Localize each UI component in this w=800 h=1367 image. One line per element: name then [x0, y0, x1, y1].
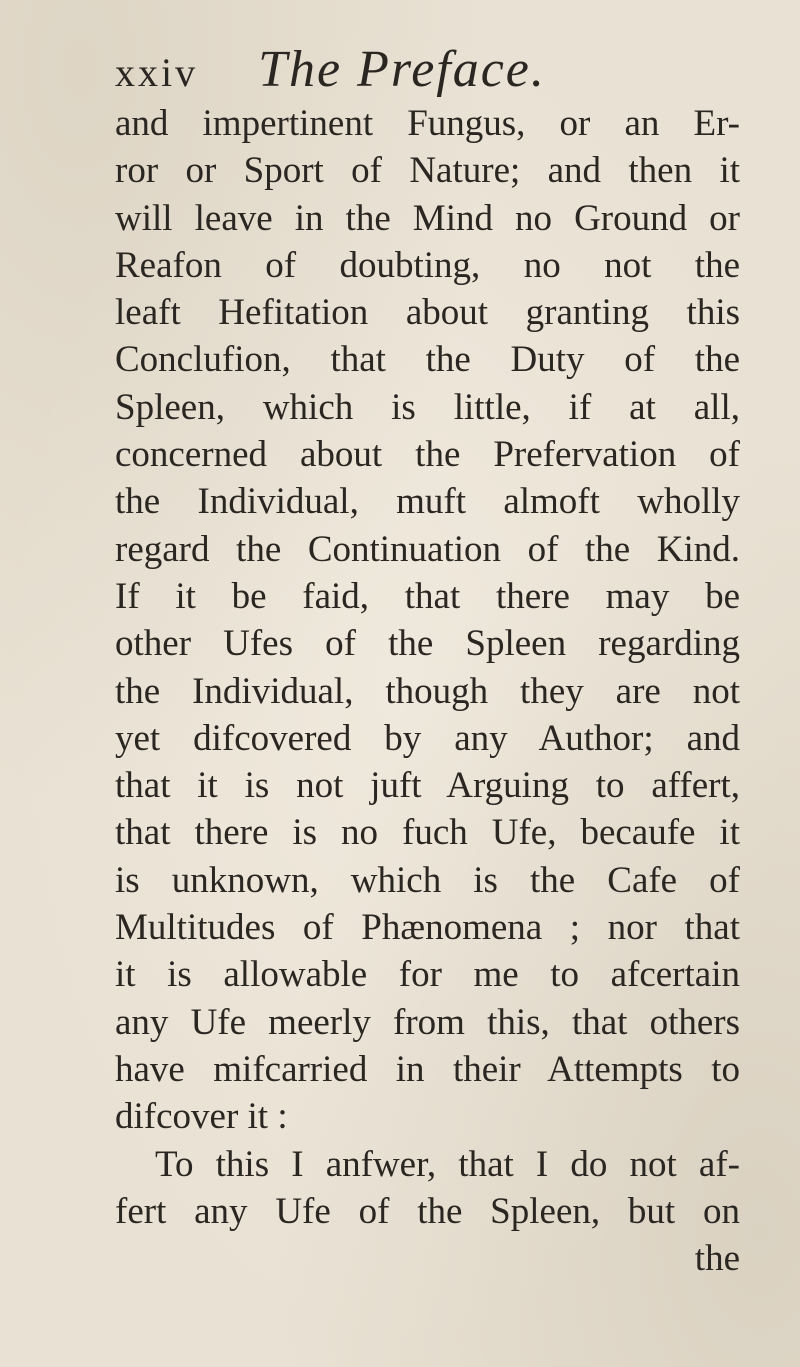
- text-line: regard the Continuation of the Kind.: [115, 528, 740, 570]
- running-head: [115, 40, 546, 100]
- text-line: other Ufes of the Spleen regarding: [115, 623, 740, 665]
- text-line: concerned about the Prefervation of: [115, 434, 740, 476]
- text-line: that it is not juft Arguing to affert,: [115, 765, 740, 807]
- text-line: and impertinent Fungus, or an Er-: [115, 103, 740, 144]
- text-line: ror or Sport of Nature; and then it: [115, 150, 740, 192]
- page-number: xxiv: [115, 50, 199, 95]
- text-line: it is allowable for me to afcertain: [115, 954, 740, 996]
- text-line: is unknown, which is the Cafe of: [115, 859, 740, 901]
- text-line: Reafon of doubting, no not the: [115, 244, 740, 286]
- text-line: that there is no fuch Ufe, becaufe it: [115, 812, 740, 854]
- text-line: Multitudes of Phænomena ; nor that: [115, 907, 740, 949]
- text-line: leaft Hefitation about granting this: [115, 292, 740, 334]
- text-line: the Individual, though they are not: [115, 670, 740, 712]
- text-line: any Ufe meerly from this, that others: [115, 1001, 740, 1043]
- text-line: fert any Ufe of the Spleen, but on: [115, 1190, 740, 1232]
- catchword: the: [694, 1238, 740, 1280]
- text-line: yet difcovered by any Author; and: [115, 717, 740, 759]
- text-line: If it be faid, that there may be: [115, 575, 740, 617]
- running-title: The Preface.: [258, 41, 546, 98]
- text-line: the Individual, muft almoft wholly: [115, 481, 740, 523]
- text-line: difcover it :: [115, 1096, 288, 1138]
- paragraph-start-line: To this I anfwer, that I do not af-: [155, 1143, 740, 1185]
- text-line: Conclufion, that the Duty of the: [115, 339, 740, 381]
- text-line: have mifcarried in their Attempts to: [115, 1048, 740, 1090]
- body-text: [115, 100, 740, 1282]
- text-line: will leave in the Mind no Ground or: [115, 197, 740, 239]
- text-line: Spleen, which is little, if at all,: [115, 386, 740, 428]
